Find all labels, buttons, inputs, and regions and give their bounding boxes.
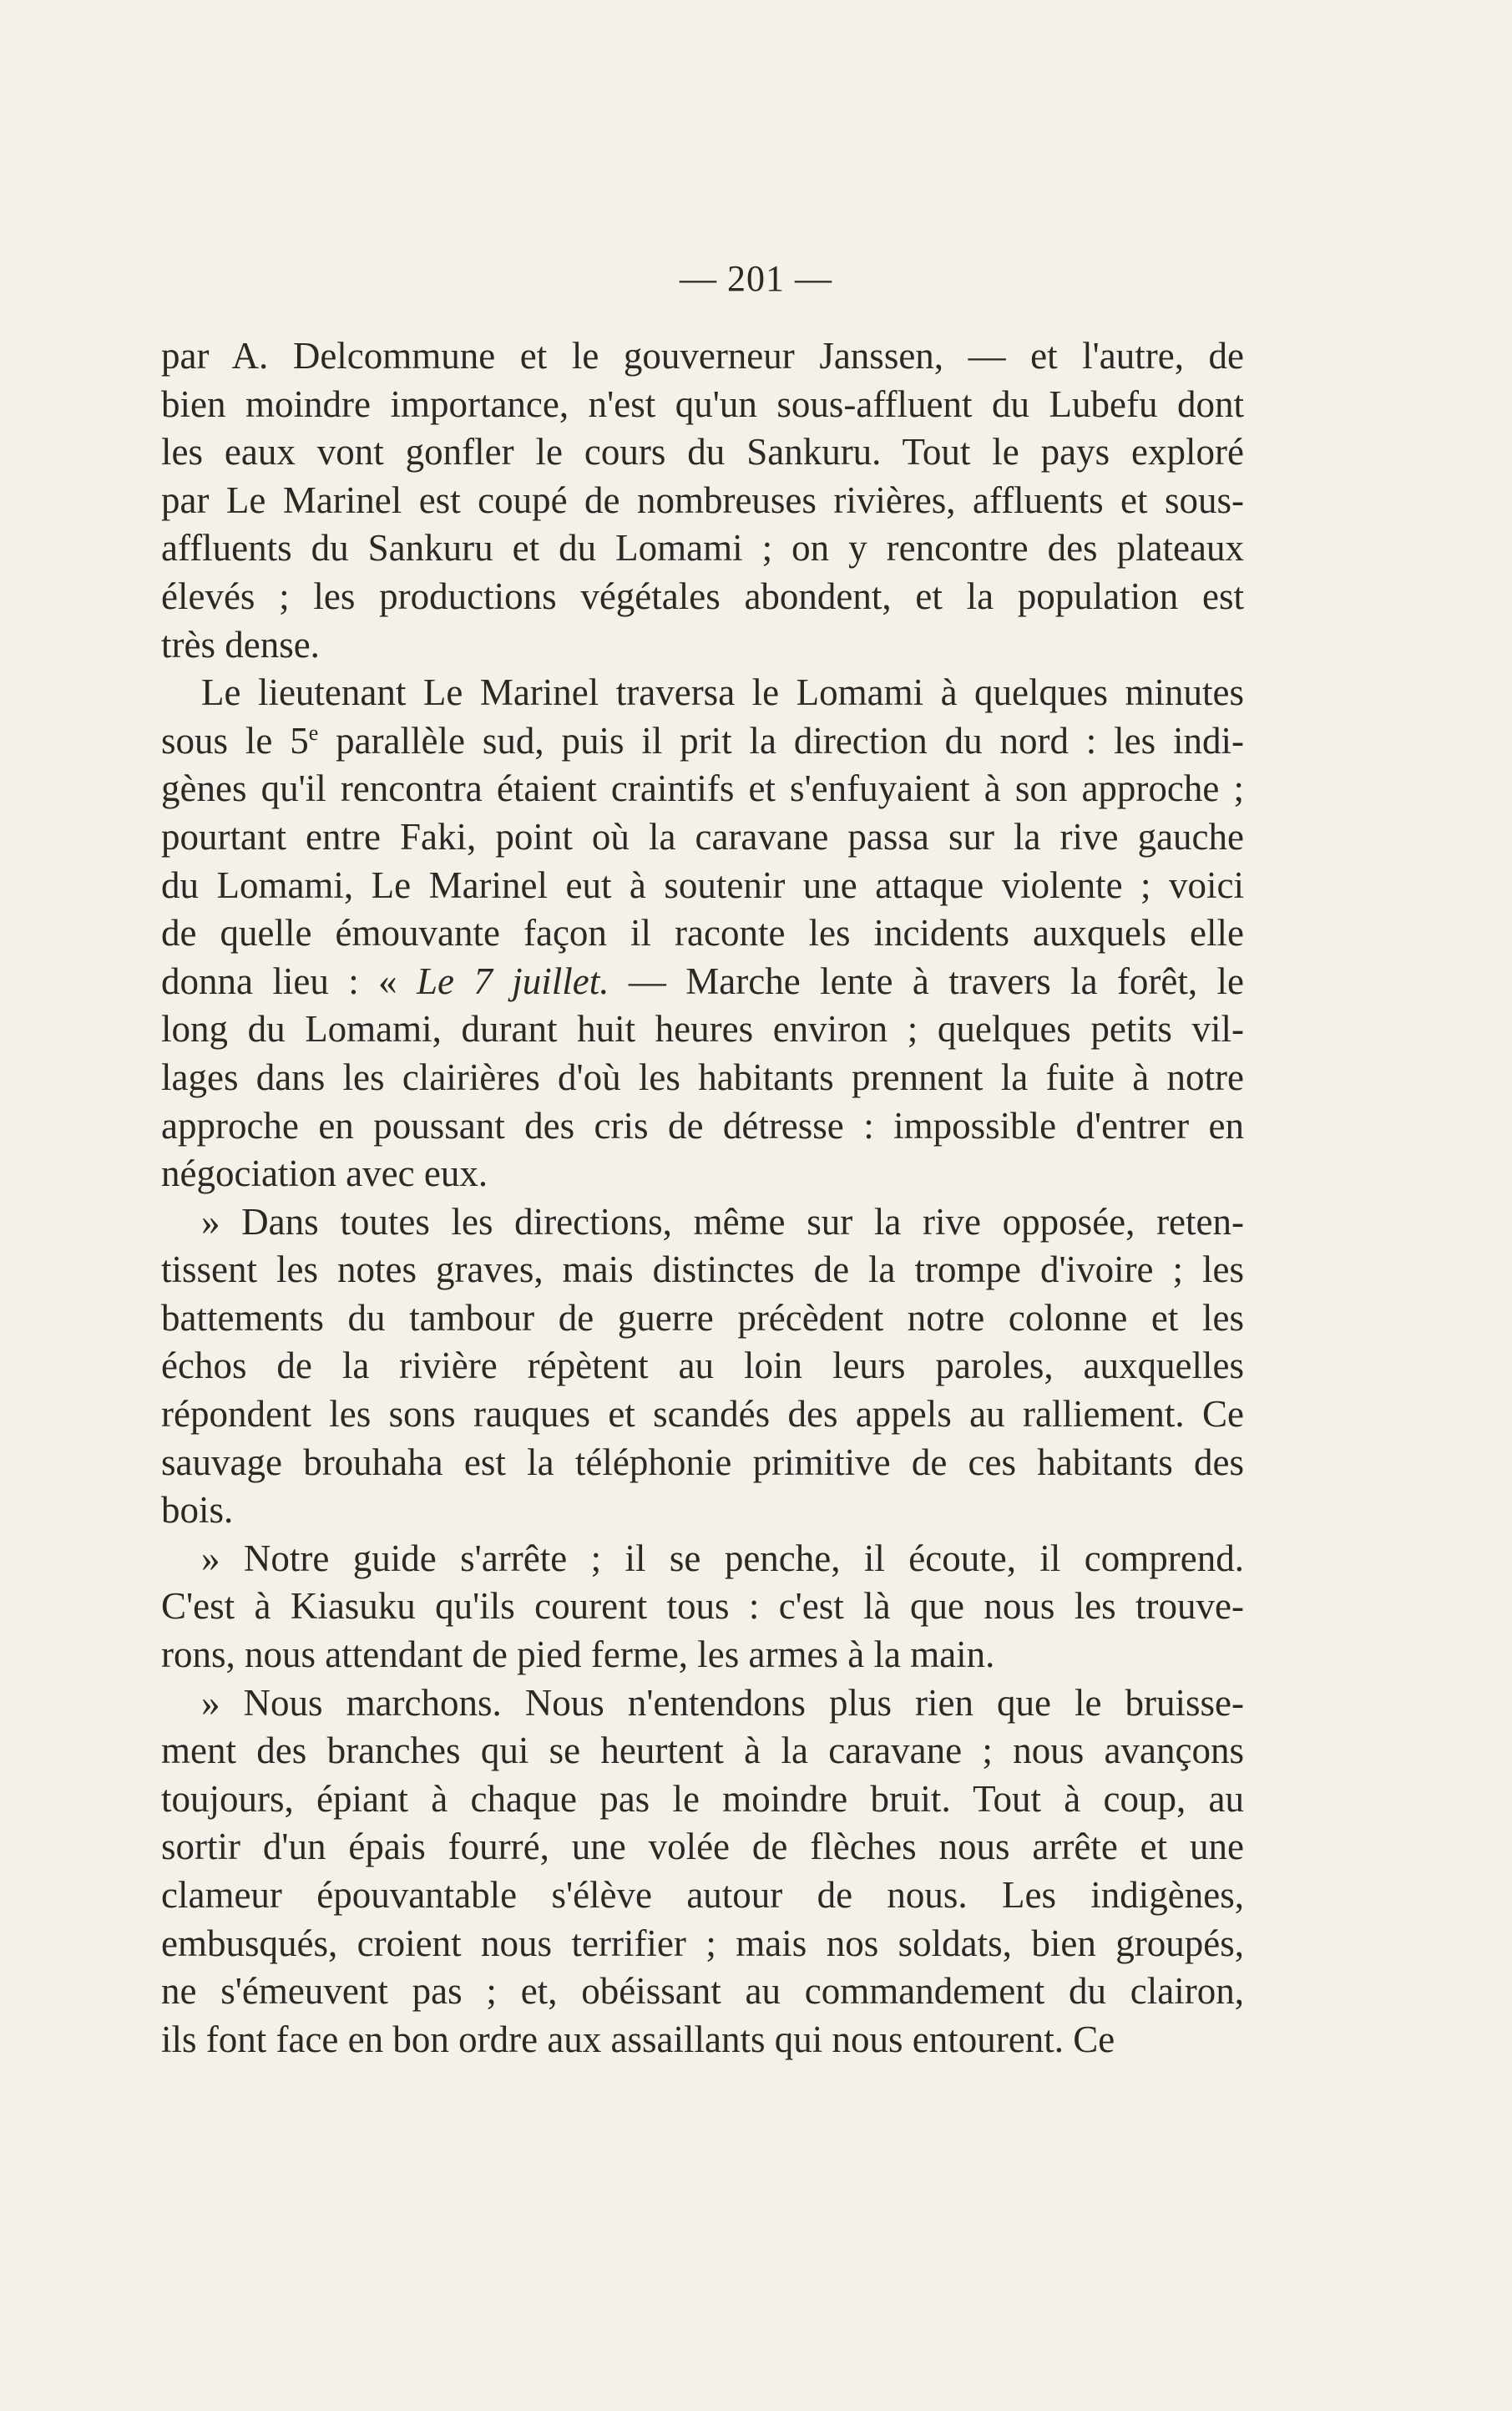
text-line: Le lieutenant Le Marinel traversa le Lomami à quelques minutes bbox=[201, 671, 1244, 714]
text-line: » Dans toutes les directions, même sur la rive opposée, reten- bbox=[201, 1200, 1244, 1243]
text-line: les eaux vont gonfler le cours du Sankuru. Tout le pays exploré bbox=[161, 431, 1244, 474]
text-line: long du Lomami, durant huit heures environ ; quelques petits vil- bbox=[161, 1008, 1244, 1051]
body-text bbox=[161, 332, 1244, 2064]
text-line: clameur épouvantable s'élève autour de nous. Les indigènes, bbox=[161, 1874, 1244, 1916]
text-line: bien moindre importance, n'est qu'un sous-affluent du Lubefu dont bbox=[161, 382, 1244, 425]
text-line: gènes qu'il rencontra étaient craintifs et s'enfuyaient à son approche ; bbox=[161, 767, 1244, 810]
text-line: ment des branches qui se heurtent à la caravane ; nous avançons bbox=[161, 1730, 1244, 1772]
text-line: ne s'émeuvent pas ; et, obéissant au commandement du clairon, bbox=[161, 1970, 1244, 2013]
text-line: tissent les notes graves, mais distinctes de la trompe d'ivoire ; les bbox=[161, 1249, 1244, 1291]
page-number: — 201 — bbox=[680, 258, 832, 299]
text-line: de quelle émouvante façon il raconte les incidents auxquels elle bbox=[161, 912, 1244, 955]
text-line: sortir d'un épais fourré, une volée de flèches nous arrête et une bbox=[161, 1826, 1244, 1868]
text-line: par Le Marinel est coupé de nombreuses rivières, affluents et sous- bbox=[161, 479, 1244, 521]
text-line: » Nous marchons. Nous n'entendons plus rien que le bruisse- bbox=[201, 1681, 1244, 1724]
paragraph bbox=[161, 669, 1244, 1198]
text-line: pourtant entre Faki, point où la caravane passa sur la rive gauche bbox=[161, 815, 1244, 858]
paragraph bbox=[161, 332, 1244, 669]
text-line: négociation avec eux. bbox=[161, 1152, 488, 1195]
text-line: du Lomami, Le Marinel eut à soutenir une attaque violente ; voici bbox=[161, 864, 1244, 906]
text-line: toujours, épiant à chaque pas le moindre bruit. Tout à coup, au bbox=[161, 1777, 1244, 1820]
text-line: approche en poussant des cris de détresse : impossible d'entrer en bbox=[161, 1104, 1244, 1147]
text-line: élevés ; les productions végétales abondent, et la population est bbox=[161, 575, 1244, 617]
text-line: » Notre guide s'arrête ; il se penche, il écoute, il comprend. bbox=[201, 1537, 1244, 1579]
text-line: bois. bbox=[161, 1489, 234, 1532]
paragraph bbox=[161, 1535, 1244, 1679]
text-line: répondent les sons rauques et scandés des appels au ralliement. Ce bbox=[161, 1393, 1244, 1436]
text-line: ils font face en bon ordre aux assaillants qui nous entourent. Ce bbox=[161, 2018, 1115, 2060]
text-line: affluents du Sankuru et du Lomami ; on y rencontre des plateaux bbox=[161, 527, 1244, 570]
paragraph bbox=[161, 1679, 1244, 2064]
text-line: donna lieu : « Le 7 juillet. — Marche lente à travers la forêt, le bbox=[161, 960, 1244, 1002]
text-line: battements du tambour de guerre précèdent notre colonne et les bbox=[161, 1296, 1244, 1339]
text-line: par A. Delcommune et le gouverneur Janssen, — et l'autre, de bbox=[161, 335, 1244, 377]
text-line: sauvage brouhaha est la téléphonie primitive de ces habitants des bbox=[161, 1441, 1244, 1483]
text-line: échos de la rivière répètent au loin leurs paroles, auxquelles bbox=[161, 1345, 1244, 1387]
paragraph bbox=[161, 1198, 1244, 1535]
text-line: rons, nous attendant de pied ferme, les armes à la main. bbox=[161, 1634, 995, 1676]
text-line: embusqués, croient nous terrifier ; mais nos soldats, bien groupés, bbox=[161, 1922, 1244, 1964]
text-line: très dense. bbox=[161, 623, 320, 666]
text-line: lages dans les clairières d'où les habitants prennent la fuite à notre bbox=[161, 1056, 1244, 1098]
text-line: sous le 5e parallèle sud, puis il prit la direction du nord : les indi- bbox=[161, 719, 1244, 762]
text-line: C'est à Kiasuku qu'ils courent tous : c'est là que nous les trouve- bbox=[161, 1585, 1244, 1628]
